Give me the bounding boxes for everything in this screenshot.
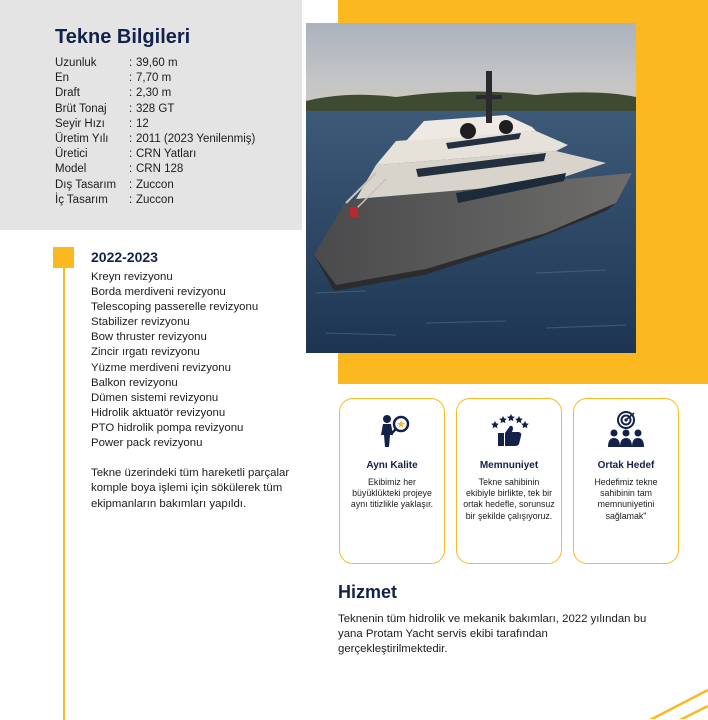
card-title: Ortak Hedef [597,460,655,471]
spec-row [55,162,255,177]
spec-label: Seyir Hızı [55,117,105,130]
service-title: Hizmet [338,582,398,602]
spec-label: Uzunluk [55,57,97,69]
maintenance-note: Tekne üzerindeki tüm hareketli parçalar komple boya işlemi için sökülerek tüm ekipmanların bakımları yapıldı. [91,467,290,510]
spec-separator: : [129,102,133,115]
spec-value: 12 [136,117,149,130]
spec-label: Üretici [55,148,88,161]
spec-row [55,178,255,193]
quality-person-icon [372,411,412,451]
spec-separator: : [129,148,133,161]
card-text: Ekibimiz her büyüklükteki projeye aynı titizlikle yaklaşır. [350,477,434,510]
spec-value: 39,60 m [136,57,178,69]
card-satisfaction [456,398,562,564]
list-item: Hidrolik aktuatör revizyonu [91,406,226,419]
spec-separator: : [129,193,133,206]
spec-row [55,117,255,132]
spec-row [55,86,255,101]
spec-row [55,102,255,117]
spec-row [55,147,255,162]
timeline-marker [53,247,74,268]
spec-label: Dış Tasarım [55,178,117,191]
spec-label: Brüt Tonaj [55,102,107,115]
yacht-photo [306,23,636,353]
spec-separator: : [129,57,133,69]
spec-label: Üretim Yılı [55,133,109,146]
spec-label: İç Tasarım [55,193,108,206]
spec-separator: : [129,133,133,146]
spec-row [55,56,255,71]
list-item: Dümen sistemi revizyonu [91,391,219,404]
list-item: Yüzme merdiveni revizyonu [91,361,231,374]
list-item: Kreyn revizyonu [91,271,173,283]
spec-separator: : [129,87,133,100]
card-same-quality [339,398,445,564]
specs-title: Tekne Bilgileri [55,26,191,48]
list-item: Bow thruster revizyonu [91,331,207,344]
spec-value: 7,70 m [136,72,172,85]
card-common-goal [573,398,679,564]
spec-value: Zuccon [136,193,174,206]
spec-label: Model [55,163,87,176]
list-item: Borda merdiveni revizyonu [91,286,226,299]
spec-row [55,132,255,147]
specs-table [55,56,255,208]
spec-label: En [55,72,70,85]
list-item: Power pack revizyonu [91,437,203,450]
spec-value: 2011 (2023 Yenilenmiş) [136,133,256,146]
card-title: Memnuniyet [479,460,539,471]
maintenance-list [91,270,258,451]
spec-value: 328 GT [136,102,175,115]
spec-row [55,71,255,86]
spec-value: CRN Yatları [136,148,197,161]
spec-separator: : [129,163,133,176]
spec-separator: : [129,117,133,130]
list-item: Zincir ırgatı revizyonu [91,346,200,359]
list-item: Stabilizer revizyonu [91,316,190,329]
spec-label: Draft [55,87,80,100]
timeline-line [63,265,65,720]
service-text: Teknenin tüm hidrolik ve mekanik bakımları, 2022 yılından bu yana Protam Yacht servis ekibi tarafından gerçekleştirilmektedir. [338,613,647,656]
spec-row [55,193,255,208]
timeline-year: 2022-2023 [91,249,158,265]
spec-value: 2,30 m [136,87,172,100]
spec-value: Zuccon [136,178,174,191]
spec-separator: : [129,72,133,85]
thumbs-up-stars-icon [489,411,529,451]
card-text: Hedefimiz tekne sahibinin tam memnuniyetini sağlamak" [594,477,658,521]
target-team-icon [606,411,646,451]
spec-separator: : [129,178,133,191]
list-item: Balkon revizyonu [91,376,178,389]
list-item: Telescoping passerelle revizyonu [91,301,259,314]
spec-value: CRN 128 [136,163,184,176]
card-text: Tekne sahibinin ekibiyle birlikte, tek bir ortak hedefle, sorunsuz bir şekilde çalışıyoruz. [463,477,555,521]
card-title: Aynı Kalite [366,460,418,471]
list-item: PTO hidrolik pompa revizyonu [91,421,244,434]
